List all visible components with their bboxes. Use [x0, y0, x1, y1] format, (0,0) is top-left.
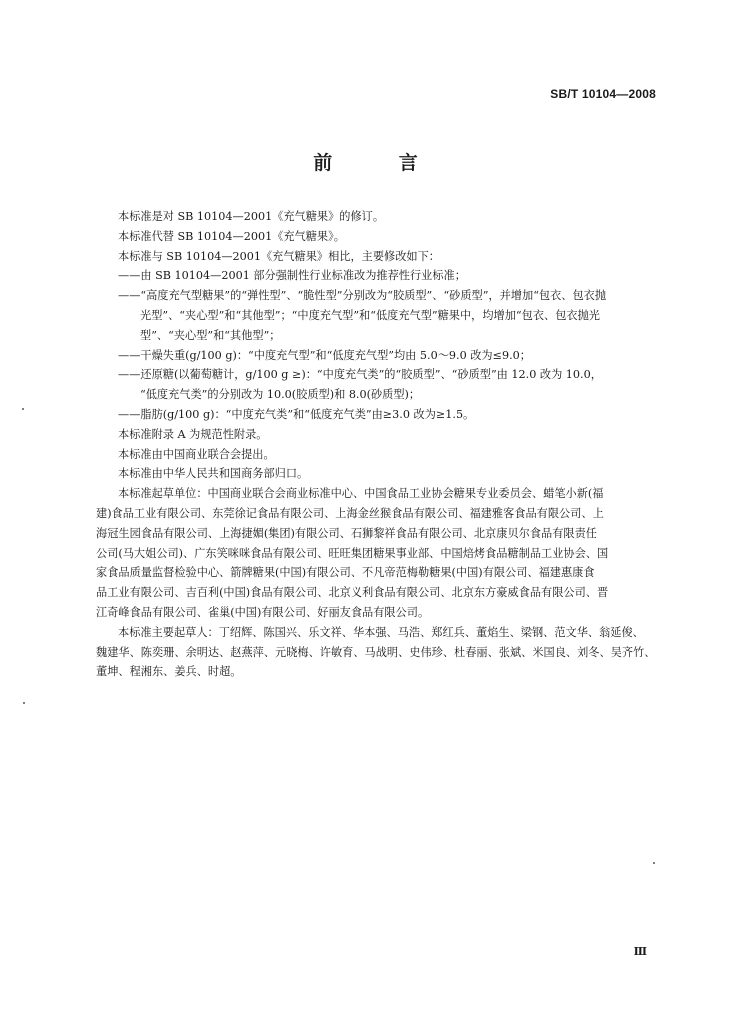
scan-speck [22, 408, 24, 410]
text-line: 本标准起草单位：中国商业联合会商业标准中心、中国食品工业协会糖果专业委员会、蜡笔小新(福 [118, 487, 604, 501]
text-line: 家食品质量监督检验中心、箭牌糖果(中国)有限公司、不凡帝范梅勒糖果(中国)有限公司、福建惠康食 [96, 566, 595, 580]
standard-code: SB/T 10104—2008 [550, 87, 656, 101]
text-line: 本标准附录 A 为规范性附录。 [118, 427, 268, 441]
text-line: “低度充气类”的分别改为 10.0(胶质型)和 8.0(砂质型)； [140, 388, 421, 402]
text-line: 型”、“夹心型”和“其他型”； [140, 328, 281, 342]
text-line: 本标准与 SB 10104—2001《充气糖果》相比，主要修改如下： [118, 249, 440, 263]
text-line: 江奇峰食品有限公司、雀巢(中国)有限公司、好丽友食品有限公司。 [96, 605, 430, 619]
scan-speck [653, 862, 655, 864]
text-line: ——脂肪(g/100 g)：“中度充气类”和“低度充气类”由≥3.0 改为≥1.5。 [118, 407, 475, 421]
page-title: 前 言 [313, 152, 448, 174]
text-line: 董坤、程湘东、姜兵、时超。 [96, 665, 242, 679]
page-number: Ⅲ [633, 945, 647, 958]
text-line: 本标准是对 SB 10104—2001《充气糖果》的修订。 [118, 210, 385, 223]
text-line: 公司(马大姐公司)、广东笑咪咪食品有限公司、旺旺集团糖果事业部、中国焙烤食品糖制品工业协会、国 [96, 546, 609, 560]
scan-speck [23, 702, 25, 704]
text-line: 本标准由中国商业联合会提出。 [118, 447, 275, 461]
text-line: ——“高度充气型糖果”的“弹性型”、“脆性型”分别改为“胶质型”、“砂质型”，并增加“包衣、包衣抛 [118, 289, 607, 303]
text-line: 本标准代替 SB 10104—2001《充气糖果》。 [118, 229, 345, 243]
text-line: 本标准由中华人民共和国商务部归口。 [118, 467, 309, 481]
text-line: 本标准主要起草人：丁绍辉、陈国兴、乐文祥、华本强、马浩、郑红兵、董焰生、梁钢、范文华、翁延俊、 [118, 625, 644, 639]
text-line: 魏建华、陈奕珊、余明达、赵燕萍、元晓梅、许敏育、马战明、史伟珍、杜春丽、张斌、米国良、刘冬、吴齐竹、 [96, 645, 656, 659]
text-line: ——干燥失重(g/100 g)：“中度充气型”和“低度充气型”均由 5.0～9.0 改为≤9.0； [118, 348, 531, 362]
text-line: 建)食品工业有限公司、东莞徐记食品有限公司、上海金丝猴食品有限公司、福建雅客食品有限公司、上 [96, 506, 604, 520]
text-line: 品工业有限公司、吉百利(中国)食品有限公司、北京义利食品有限公司、北京东方豪威食品有限公司、晋 [96, 586, 609, 600]
text-line: ——由 SB 10104—2001 部分强制性行业标准改为推荐性行业标准； [118, 269, 466, 283]
text-line: 海冠生园食品有限公司、上海捷媚(集团)有限公司、石狮黎祥食品有限公司、北京康贝尔食品有限责任 [96, 526, 597, 540]
text-line: 光型”、“夹心型”和“其他型”；“中度充气型”和“低度充气型”糖果中，均增加“包衣、包衣抛光 [140, 308, 600, 322]
preface-body [96, 207, 660, 682]
text-line: ——还原糖(以葡萄糖计，g/100 g ≥)：“中度充气类”的“胶质型”、“砂质型”由 12.0 改为 10.0， [118, 368, 602, 382]
